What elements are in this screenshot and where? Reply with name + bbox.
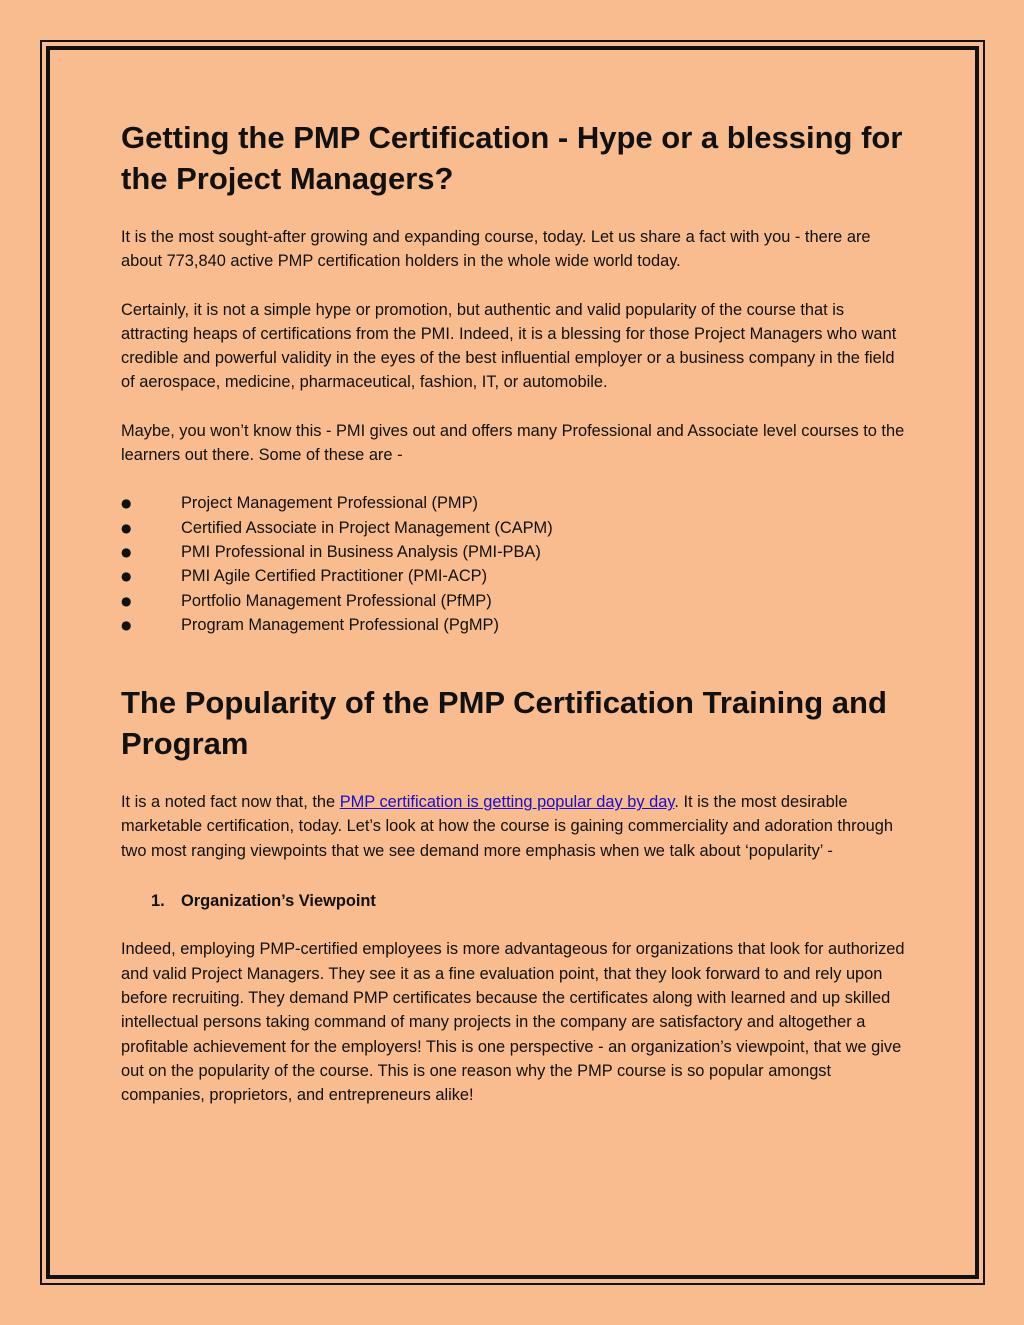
document-body (121, 117, 911, 1107)
section-heading: The Popularity of the PMP Certification Training and Program (121, 685, 887, 762)
course-name: Project Management Professional (PMP) (181, 494, 478, 513)
list-item (121, 564, 911, 588)
organization-viewpoint-paragraph: Indeed, employing PMP-certified employees is more advantageous for organizations that look for authorized and valid Project Managers. They see it as a fine evaluation point, that they look forward to and rely upon before recruiting. They demand PMP certificates because the certificates along with learned and up skilled intellectual persons taking command of many projects in the company are satisfactory and altogether a profitable achievement for the employers! This is one perspective - an organization’s viewpoint, that we give out on the popularity of the course. This is one reason why the PMP course is so popular amongst companies, proprietors, and entrepreneurs alike! (121, 940, 905, 1105)
numbered-subheading (121, 889, 911, 913)
intro-paragraph: It is the most sought-after growing and expanding course, today. Let us share a fact with you - there are about 773,840 active PMP certification holders in the whole wide world today. (121, 228, 871, 271)
bullet-icon: ● (121, 617, 132, 632)
course-name: PMI Professional in Business Analysis (PMI-PBA) (181, 542, 541, 561)
list-item (121, 589, 911, 613)
bullet-icon: ● (121, 520, 132, 535)
item-number: 1. (151, 892, 165, 911)
bullet-icon: ● (121, 593, 132, 608)
courses-intro-paragraph: Maybe, you won’t know this - PMI gives out and offers many Professional and Associate level courses to the learners out there. Some of these are - (121, 421, 905, 465)
course-name: Certified Associate in Project Management (CAPM) (181, 518, 553, 537)
pmp-popularity-link[interactable]: PMP certification is getting popular day by day (339, 793, 675, 812)
list-item (121, 516, 911, 540)
course-name: Portfolio Management Professional (PfMP) (181, 591, 492, 610)
text-before-link: It is a noted fact now that, the (121, 793, 340, 812)
bullet-icon: ● (121, 544, 132, 559)
course-name: PMI Agile Certified Practitioner (PMI-ACP) (181, 567, 488, 586)
list-item (121, 613, 911, 637)
list-item (121, 491, 911, 515)
course-name: Program Management Professional (PgMP) (181, 615, 499, 634)
courses-list (121, 491, 911, 637)
list-item (121, 540, 911, 564)
bullet-icon: ● (121, 569, 132, 584)
page-title: Getting the PMP Certification - Hype or a blessing for the Project Managers? (121, 120, 903, 196)
section-intro-paragraph (121, 790, 911, 863)
subheading-title: Organization’s Viewpoint (181, 892, 376, 911)
bullet-icon: ● (121, 496, 132, 511)
popularity-paragraph: Certainly, it is not a simple hype or promotion, but authentic and valid popularity of the course that is attracting heaps of certifications from the PMI. Indeed, it is a blessing for those Project Managers who want credible and powerful validity in the eyes of the best influential employer or a business company in the field of aerospace, medicine, pharmaceutical, fashion, IT, or automobile. (121, 300, 897, 392)
text-after-link: . It is the most desirable marketable certification, today. Let’s look at how the course is gaining commerciality and adoration through two most ranging viewpoints that we see demand more emphasis when we talk about ‘popularity’ - (121, 793, 893, 860)
